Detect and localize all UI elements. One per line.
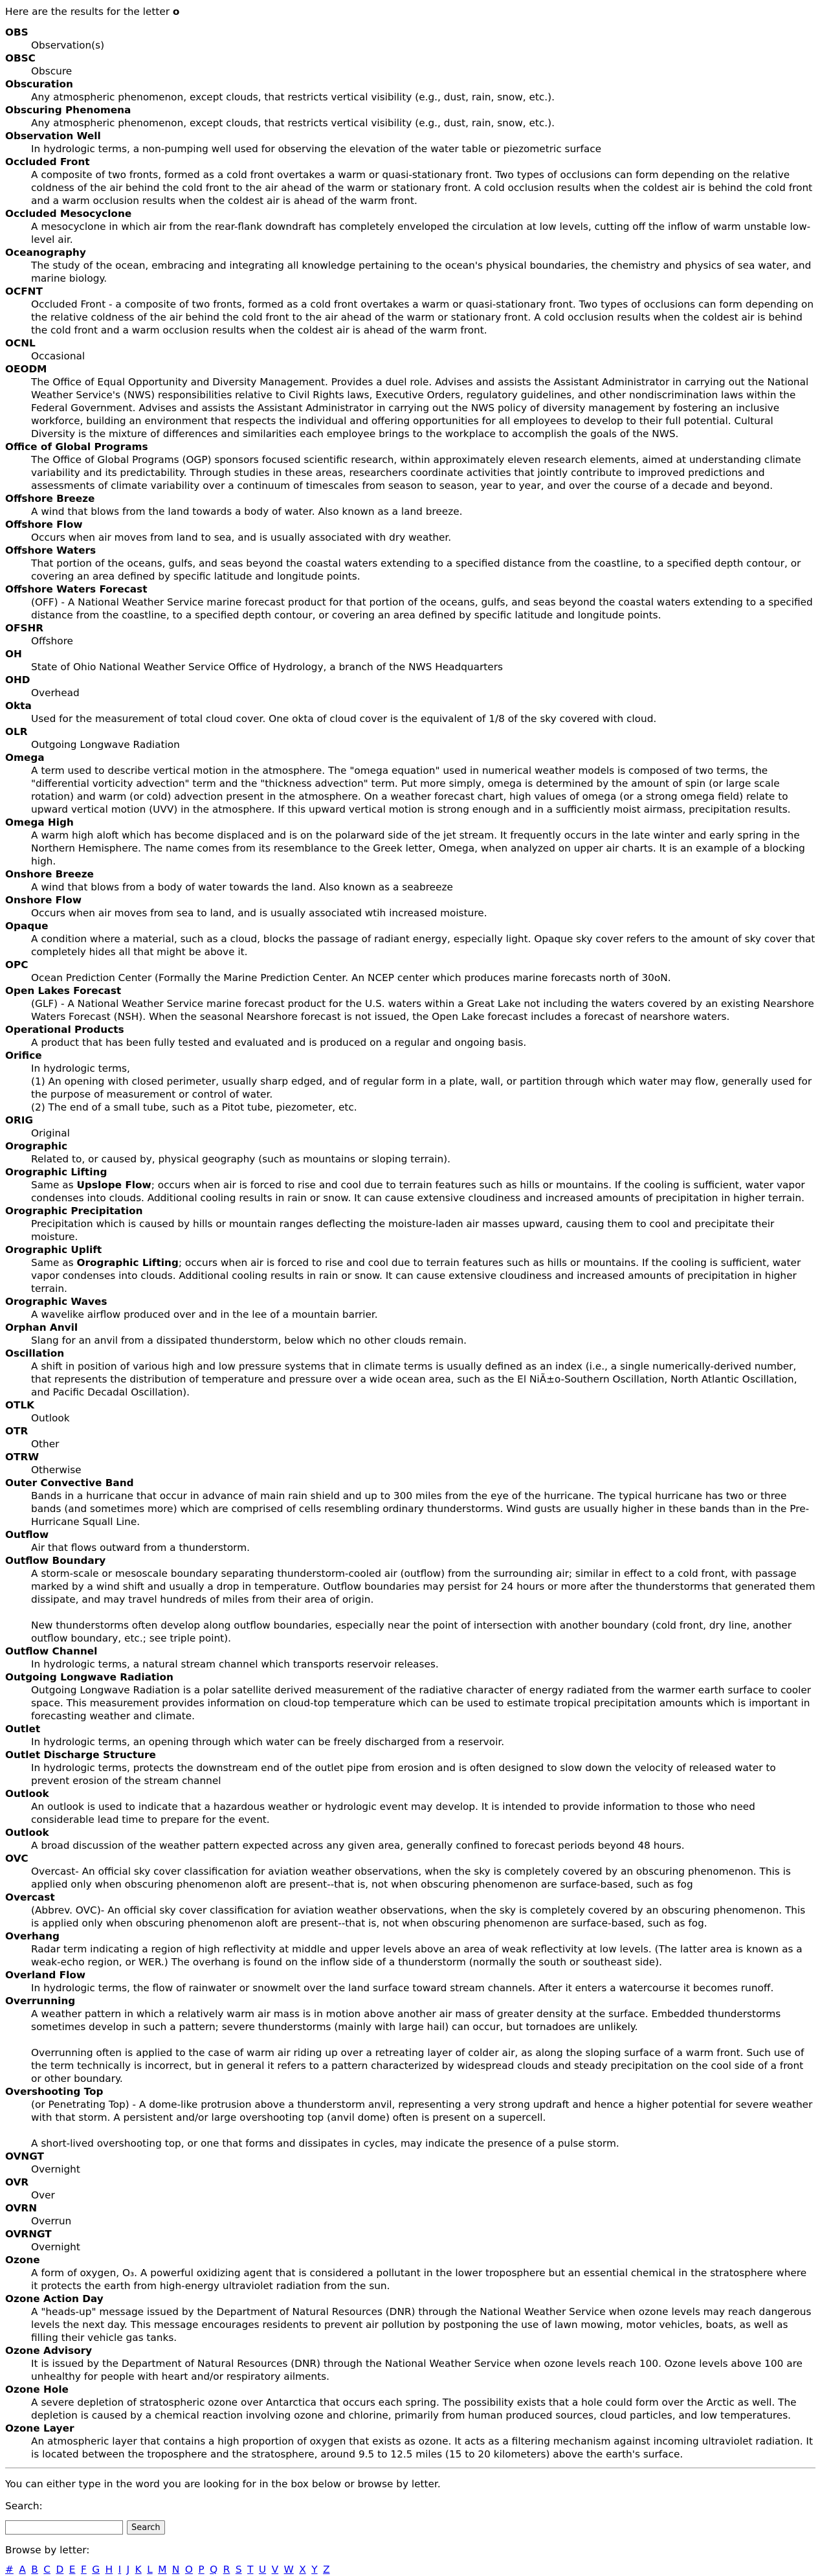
letter-link[interactable]: V bbox=[271, 2564, 279, 2575]
letter-link[interactable]: G bbox=[92, 2564, 100, 2575]
glossary-term: Orphan Anvil bbox=[5, 1322, 78, 1333]
glossary-definition bbox=[31, 298, 815, 337]
definition-paragraph: New thunderstorms often develop along outflow boundaries, especially near the point of intersection with another boundary (cold front, dry line, another outflow boundary, etc.; see triple point). bbox=[31, 1620, 792, 1644]
definition-paragraph: That portion of the oceans, gulfs, and seas beyond the coastal waters extending to a specified distance from the coastline, to a specified depth contour, or covering an area defined by specific latitude and longitude points. bbox=[31, 558, 801, 582]
glossary-definition bbox=[31, 1438, 815, 1451]
glossary-term: Occluded Mesocyclone bbox=[5, 208, 132, 220]
definition-paragraph: In hydrologic terms, (1) An opening with closed perimeter, usually sharp edged, and of regular form in a plate, wall, or partition through which water may flow, generally used for the purpose of measurement or control of water. (2) The end of a small tube, such as a Pitot tube, piezometer, etc. bbox=[31, 1063, 812, 1113]
glossary-term: Ozone bbox=[5, 2254, 40, 2266]
letter-link[interactable]: L bbox=[147, 2564, 153, 2575]
glossary-definition bbox=[31, 2098, 815, 2150]
definition-paragraph: A short-lived overshooting top, or one that forms and dissipates in cycles, may indicate the presence of a pulse storm. bbox=[31, 2138, 619, 2149]
glossary-definition bbox=[31, 376, 815, 440]
glossary-definition bbox=[31, 142, 815, 155]
letter-link[interactable]: P bbox=[198, 2564, 205, 2575]
glossary-term: Outflow Boundary bbox=[5, 1555, 106, 1566]
glossary-term: Omega bbox=[5, 752, 45, 763]
glossary-term: OCFNT bbox=[5, 286, 43, 297]
glossary-term: Outlook bbox=[5, 1827, 49, 1838]
glossary-definition bbox=[31, 65, 815, 78]
definition-paragraph: An atmospheric layer that contains a high proportion of oxygen that exists as ozone. It acts as a filtering mechanism against incoming ultraviolet radiation. It is located between the troposphere and the stratosphere, around 9.5 to 12.5 miles (15 to 20 kilometers) above the earth's surface. bbox=[31, 2435, 813, 2460]
glossary-definition bbox=[31, 2396, 815, 2422]
letter-link[interactable]: U bbox=[258, 2564, 267, 2575]
glossary-term: Overland Flow bbox=[5, 1969, 85, 1981]
definition-paragraph: Precipitation which is caused by hills or mountain ranges deflecting the moisture-laden air masses upward, causing them to cool and precipitate their moisture. bbox=[31, 1218, 775, 1243]
glossary-term: Outer Convective Band bbox=[5, 1477, 134, 1489]
glossary-term: Ozone Advisory bbox=[5, 2345, 93, 2356]
search-button[interactable]: Search bbox=[127, 2520, 165, 2535]
definition-paragraph: Outgoing Longwave Radiation is a polar satellite derived measurement of the radiative character of energy radiated from the warmer earth surface to cooler space. This measurement provides information on cloud-top temperature which can be used to estimate tropical precipitation amounts which is important in forecasting weather and climate. bbox=[31, 1684, 812, 1722]
glossary-definition bbox=[31, 1658, 815, 1671]
glossary-term: Ozone Action Day bbox=[5, 2293, 104, 2305]
letter-link[interactable]: W bbox=[283, 2564, 294, 2575]
glossary-definition bbox=[31, 117, 815, 130]
glossary-term: OEODM bbox=[5, 363, 47, 375]
glossary-definition bbox=[31, 1800, 815, 1826]
definition-paragraph: (GLF) - A National Weather Service marine forecast product for the U.S. waters within a Great Lake not including the waters covered by an existing Nearshore Waters Forecast (NSH). When the seasonal Nearshore forecast is not issued, the Open Lake forecast includes a forecast of nearshore waters. bbox=[31, 998, 814, 1022]
glossary-definition bbox=[31, 686, 815, 699]
glossary-term: Outlook bbox=[5, 1788, 49, 1800]
glossary-term: OCNL bbox=[5, 337, 36, 349]
letter-link[interactable]: F bbox=[80, 2564, 87, 2575]
definition-paragraph: In hydrologic terms, the flow of rainwater or snowmelt over the land surface toward stream channels. After it enters a watercourse it becomes runoff. bbox=[31, 1982, 774, 1994]
letter-link[interactable]: M bbox=[158, 2564, 167, 2575]
help-text: You can either type in the word you are looking for in the box below or browse by letter. bbox=[5, 2478, 441, 2490]
glossary-term: Offshore Waters Forecast bbox=[5, 583, 148, 595]
glossary-term: Orographic Precipitation bbox=[5, 1205, 143, 1217]
definition-paragraph: Bands in a hurricane that occur in advance of main rain shield and up to 300 miles from the eye of the hurricane. The typical hurricane has two or three bands (and sometimes more) which are comprised of cells resembling ordinary thunderstorms. Wind gusts are usually higher in these bands than in the Pre-Hurricane Squall Line. bbox=[31, 1490, 810, 1528]
glossary-term: Omega High bbox=[5, 817, 74, 828]
glossary-definition bbox=[31, 1982, 815, 1994]
glossary-term: OPC bbox=[5, 959, 28, 971]
definition-paragraph: The study of the ocean, embracing and integrating all knowledge pertaining to the ocean's physical boundaries, the chemistry and physics of sea water, and marine biology. bbox=[31, 260, 812, 284]
glossary-term: OTRW bbox=[5, 1451, 39, 1463]
glossary-definition bbox=[31, 1865, 815, 1891]
glossary-definition bbox=[31, 1567, 815, 1645]
glossary-definition bbox=[31, 2163, 815, 2176]
definition-paragraph: A broad discussion of the weather pattern expected across any given area, generally confined to forecast periods beyond 48 hours. bbox=[31, 1840, 685, 1851]
definition-paragraph: Slang for an anvil from a dissipated thunderstorm, below which no other clouds remain. bbox=[31, 1335, 467, 1346]
glossary-definition bbox=[31, 881, 815, 894]
definition-paragraph: Outlook bbox=[31, 1412, 70, 1424]
glossary-definition bbox=[31, 2189, 815, 2202]
letter-link[interactable]: Y bbox=[311, 2564, 318, 2575]
letter-link[interactable]: D bbox=[56, 2564, 64, 2575]
definition-paragraph: (or Penetrating Top) - A dome-like protrusion above a thunderstorm anvil, representing a very strong updraft and hence a higher potential for severe weather with that storm. A persistent and/or large overshooting top (anvil dome) often is present on a supercell. bbox=[31, 2099, 813, 2123]
glossary-term: OH bbox=[5, 648, 22, 660]
definition-paragraph: Observation(s) bbox=[31, 40, 105, 51]
glossary-definition bbox=[31, 1217, 815, 1243]
letter-link[interactable]: B bbox=[31, 2564, 38, 2575]
letter-link[interactable]: T bbox=[247, 2564, 254, 2575]
glossary-term: Outgoing Longwave Radiation bbox=[5, 1671, 173, 1683]
glossary-term: Ozone Hole bbox=[5, 2384, 69, 2395]
definition-paragraph: A shift in position of various high and low pressure systems that in climate terms is usually defined as an index (i.e., a single numerically-derived number, that represents the distribution of temperature and pressure over a wide ocean area, such as the El NiÃ±o-Southern Oscillation, North Atlantic Oscillation, and Pacific Decadal Oscillation). bbox=[31, 1361, 797, 1398]
glossary-term: Opaque bbox=[5, 920, 49, 932]
results-intro bbox=[5, 5, 815, 18]
glossary-term: Outlet Discharge Structure bbox=[5, 1749, 156, 1761]
glossary-definition bbox=[31, 1127, 815, 1140]
definition-paragraph: Overnight bbox=[31, 2241, 80, 2253]
glossary-definition bbox=[31, 932, 815, 958]
glossary-term: Orographic Lifting bbox=[5, 1166, 107, 1178]
glossary-term: Operational Products bbox=[5, 1024, 124, 1035]
glossary-term: Okta bbox=[5, 700, 32, 712]
definition-paragraph: Ocean Prediction Center (Formally the Marine Prediction Center. An NCEP center which produces marine forecasts north of 30oN. bbox=[31, 972, 671, 984]
glossary-definition bbox=[31, 1541, 815, 1554]
glossary-definition bbox=[31, 259, 815, 285]
definition-paragraph: Overcast- An official sky cover classification for aviation weather observations, when the sky is completely covered by an obscuring phenomenon. This is applied only when obscuring phenomenon aloft are present--that is, not when obscuring phenomenon are surface-based, such as fog bbox=[31, 1866, 791, 1890]
definition-paragraph: Outgoing Longwave Radiation bbox=[31, 739, 180, 751]
glossary-term: Overhang bbox=[5, 1930, 60, 1942]
definition-paragraph: A "heads-up" message issued by the Department of Natural Resources (DNR) through the National Weather Service when ozone levels may reach dangerous levels the next day. This message encourages residents to prevent air pollution by postponing the use of lawn mowing, motor vehicles, boats, as well as filling their vehicle gas tanks. bbox=[31, 2306, 812, 2344]
glossary-term: OVR bbox=[5, 2176, 29, 2188]
glossary-term: Orifice bbox=[5, 1050, 42, 1061]
glossary-definition bbox=[31, 1412, 815, 1425]
letter-link[interactable]: I bbox=[118, 2564, 122, 2575]
glossary-definition bbox=[31, 1036, 815, 1049]
letter-link[interactable]: A bbox=[19, 2564, 26, 2575]
browse-label: Browse by letter: bbox=[5, 2544, 90, 2556]
results-letter: o bbox=[172, 6, 180, 17]
glossary-definition bbox=[31, 531, 815, 544]
definition-paragraph: A form of oxygen, O₃. A powerful oxidizing agent that is considered a pollutant in the lower troposphere but an essential chemical in the stratosphere where it protects the earth from high-energy ultraviolet radiation from the sun. bbox=[31, 2267, 807, 2292]
glossary-definition bbox=[31, 2241, 815, 2254]
definition-paragraph: Occurs when air moves from sea to land, and is usually associated wtih increased moisture. bbox=[31, 907, 487, 919]
letter-link[interactable]: N bbox=[172, 2564, 180, 2575]
glossary-term: Offshore Flow bbox=[5, 519, 83, 530]
glossary-term: Obscuration bbox=[5, 78, 73, 90]
glossary-definition bbox=[31, 2305, 815, 2344]
glossary-term: OTR bbox=[5, 1425, 28, 1437]
definition-paragraph: Overhead bbox=[31, 687, 80, 699]
glossary-definition bbox=[31, 829, 815, 868]
glossary-term: OVRN bbox=[5, 2202, 38, 2214]
letter-link[interactable]: # bbox=[5, 2564, 14, 2575]
glossary-definition bbox=[31, 39, 815, 52]
search-input[interactable] bbox=[5, 2520, 123, 2535]
definition-paragraph: State of Ohio National Weather Service Office of Hydrology, a branch of the NWS Headquarters bbox=[31, 661, 503, 673]
glossary-definition bbox=[31, 91, 815, 104]
definition-paragraph: A weather pattern in which a relatively warm air mass is in motion above another air mass of greater density at the surface. Embedded thunderstorms sometimes develop in such a pattern; severe thunderstorms (mainly with large hail) can occur, but tornadoes are unlikely. bbox=[31, 2008, 781, 2033]
glossary-definition bbox=[31, 1153, 815, 1166]
glossary-definition bbox=[31, 764, 815, 816]
definition-paragraph: Obscure bbox=[31, 65, 72, 77]
definition-paragraph: Overrunning often is applied to the case of warm air riding up over a retreating layer of colder air, as along the sloping surface of a warm front. Such use of the term technically is incorrect, but in general it refers to a pattern characterized by widespread clouds and steady precipitation on the cool side of a front or other boundary. bbox=[31, 2047, 804, 2085]
glossary-term: Open Lakes Forecast bbox=[5, 985, 122, 997]
glossary-definition bbox=[31, 596, 815, 622]
definition-paragraph: Occluded Front - a composite of two fronts, formed as a cold front overtakes a warm or quasi-stationary front. Two types of occlusions can form depending on the relative coldness of the air behind the cold front to the air ahead of the warm or stationary front. A cold occlusion results when the coldest air is behind the cold front and a warm occlusion results when the coldest air is ahead of the warm front. bbox=[31, 299, 814, 336]
glossary-term: OHD bbox=[5, 674, 30, 686]
glossary-definition bbox=[31, 1308, 815, 1321]
glossary-definition bbox=[31, 635, 815, 648]
glossary-definition bbox=[31, 2266, 815, 2292]
glossary-definition bbox=[31, 1943, 815, 1969]
glossary-term: Outlet bbox=[5, 1723, 41, 1735]
definition-paragraph: Original bbox=[31, 1127, 70, 1139]
glossary-term: OVC bbox=[5, 1853, 28, 1864]
letter-link[interactable]: J bbox=[126, 2564, 130, 2575]
definition-paragraph: Otherwise bbox=[31, 1464, 82, 1476]
glossary-definition bbox=[31, 1761, 815, 1787]
definition-paragraph: In hydrologic terms, protects the downstream end of the outlet pipe from erosion and is often designed to slow down the velocity of released water to prevent erosion of the stream channel bbox=[31, 1762, 776, 1787]
glossary-definition bbox=[31, 1684, 815, 1723]
glossary-definition bbox=[31, 712, 815, 725]
glossary-definition bbox=[31, 220, 815, 246]
glossary-term: OFSHR bbox=[5, 622, 44, 634]
definition-paragraph: A storm-scale or mesoscale boundary separating thunderstorm-cooled air (outflow) from the surrounding air; similar in effect to a cold front, with passage marked by a wind shift and usually a drop in temperature. Outflow boundaries may persist for 24 hours or more after the thunderstorms that generated them dissipate, and may travel hundreds of miles from their area of origin. bbox=[31, 1568, 815, 1605]
glossary-term: OBSC bbox=[5, 52, 36, 64]
definition-paragraph: A composite of two fronts, formed as a cold front overtakes a warm or quasi-stationary front. Two types of occlusions can form depending on the relative coldness of the air behind the cold front to the air ahead of the warm or stationary front. A cold occlusion results when the coldest air is behind the cold front and a warm occlusion results when the coldest air is ahead of the warm front. bbox=[31, 169, 813, 207]
glossary-definition bbox=[31, 1735, 815, 1748]
definition-paragraph: An outlook is used to indicate that a hazardous weather or hydrologic event may develop. It is intended to provide information to those who need considerable lead time to prepare for the event. bbox=[31, 1801, 755, 1825]
definition-paragraph: A severe depletion of stratospheric ozone over Antarctica that occurs each spring. The possibility exists that a hole could form over the Arctic as well. The depletion is caused by a chemical reaction involving ozone and chlorine, primarily from human produced sources, cloud particles, and low temperatures. bbox=[31, 2397, 797, 2421]
letter-link[interactable]: H bbox=[105, 2564, 113, 2575]
definition-paragraph: A condition where a material, such as a cloud, blocks the passage of radiant energy, especially light. Opaque sky cover refers to the amount of sky cover that completely hides all that might be above it. bbox=[31, 933, 815, 958]
glossary-definition bbox=[31, 738, 815, 751]
glossary-term: Observation Well bbox=[5, 130, 101, 142]
letter-link[interactable]: O bbox=[184, 2564, 193, 2575]
glossary-definition bbox=[31, 1256, 815, 1295]
glossary-definition bbox=[31, 1463, 815, 1476]
glossary-term: OVNGT bbox=[5, 2151, 44, 2162]
definition-paragraph: A wavelike airflow produced over and in the lee of a mountain barrier. bbox=[31, 1309, 378, 1320]
glossary-definition bbox=[31, 1062, 815, 1114]
glossary-term: Onshore Breeze bbox=[5, 868, 94, 880]
definition-paragraph: A mesocyclone in which air from the rear-flank downdraft has completely enveloped the circulation at low levels, cutting off the inflow of warm unstable low-level air. bbox=[31, 221, 811, 245]
glossary-definition bbox=[31, 1334, 815, 1347]
definition-paragraph: Same as Upslope Flow; occurs when air is forced to rise and cool due to terrain features such as hills or mountains. If the cooling is sufficient, water vapor condenses into clouds. Additional cooling results in rain or snow. It can cause extensive cloudiness and increased amounts of precipitation in higher terrain. bbox=[31, 1179, 805, 1204]
glossary-definition bbox=[31, 1904, 815, 1930]
definition-paragraph: A warm high aloft which has become displaced and is on the polarward side of the jet stream. It frequently occurs in the late winter and early spring in the Northern Hemisphere. The name comes from its resemblance to the Greek letter, Omega, when analyzed on upper air charts. It is an example of a blocking high. bbox=[31, 830, 805, 867]
letter-link[interactable]: K bbox=[135, 2564, 142, 2575]
glossary-term: Orographic bbox=[5, 1140, 68, 1152]
glossary-term: Orographic Waves bbox=[5, 1296, 107, 1307]
definition-paragraph: A term used to describe vertical motion in the atmosphere. The "omega equation" used in numerical weather models is composed of two terms, the "differential vorticity advection" term and the "thickness advection" term. Put more simply, omega is determined by the amount of spin (or large scale rotation) and warm (or cold) advection present in the atmosphere. On a weather forecast chart, high values of omega (or a strong omega field) relate to upward vertical motion (UVV) in the atmosphere. If this upward vertical motion is strong enough and in a sufficiently moist airmass, precipitation results. bbox=[31, 765, 791, 815]
definition-paragraph: In hydrologic terms, a natural stream channel which transports reservoir releases. bbox=[31, 1658, 439, 1670]
definition-paragraph: Related to, or caused by, physical geography (such as mountains or sloping terrain). bbox=[31, 1153, 451, 1165]
definition-paragraph: Other bbox=[31, 1438, 60, 1450]
letter-link[interactable]: C bbox=[43, 2564, 50, 2575]
glossary-definition bbox=[31, 1179, 815, 1204]
letter-link[interactable]: S bbox=[235, 2564, 242, 2575]
definition-paragraph: The Office of Global Programs (OGP) sponsors focused scientific research, within approximately eleven research elements, aimed at understanding climate variability and its predictability. Through studies in these areas, researchers coordinate activities that jointly contribute to improved predictions and assessments of climate variability over a continuum of timescales from season to season, year to year, and over the course of a decade and beyond. bbox=[31, 454, 801, 491]
letter-link[interactable]: X bbox=[299, 2564, 306, 2575]
glossary-term: Orographic Uplift bbox=[5, 1244, 102, 1256]
letter-link[interactable]: Z bbox=[323, 2564, 330, 2575]
definition-paragraph: (Abbrev. OVC)- An official sky cover classification for aviation weather observations, when the sky is completely covered by an obscuring phenomenon. This is applied only when obscuring phenomenon aloft are present--that is, not when obscuring phenomenon are surface-based, such as fog. bbox=[31, 1904, 806, 1929]
glossary-definition bbox=[31, 557, 815, 583]
glossary-definition bbox=[31, 2357, 815, 2383]
results-intro-text: Here are the results for the letter bbox=[5, 6, 173, 17]
letter-nav bbox=[5, 2563, 815, 2576]
glossary-term: Onshore Flow bbox=[5, 894, 82, 906]
definition-paragraph: A wind that blows from a body of water towards the land. Also known as a seabreeze bbox=[31, 881, 453, 893]
search-form bbox=[5, 2520, 815, 2535]
glossary-term: Offshore Breeze bbox=[5, 493, 95, 504]
glossary-definition bbox=[31, 2007, 815, 2085]
glossary-term: Ozone Layer bbox=[5, 2423, 74, 2434]
glossary-definition bbox=[31, 1839, 815, 1852]
letter-link[interactable]: R bbox=[223, 2564, 230, 2575]
glossary-term: OBS bbox=[5, 27, 28, 38]
definition-paragraph: Air that flows outward from a thunderstorm. bbox=[31, 1542, 250, 1554]
definition-paragraph: The Office of Equal Opportunity and Diversity Management. Provides a duel role. Advises and assists the Assistant Administrator in carrying out the National Weather Service's (NWS) responsibilities relative to Civil Rights laws, Executive Orders, regulatory guidelines, and other nondiscrimination laws within the Federal Government. Advises and assists the Assistant Administrator in carrying out the NWS policy of diversity management by fostering an inclusive workforce, building an environment that respects the individual and offering opportunities for all employees to develop to their full potential. Cultural Diversity is the mixture of differences and similarities each employee brings to the workplace to accomplish the goals of the NWS. bbox=[31, 376, 809, 440]
glossary-term: ORIG bbox=[5, 1114, 34, 1126]
glossary-definition bbox=[31, 661, 815, 673]
glossary-term: Overrunning bbox=[5, 1995, 76, 2007]
glossary-definition bbox=[31, 997, 815, 1023]
definition-paragraph: Occurs when air moves from land to sea, and is usually associated with dry weather. bbox=[31, 532, 452, 543]
glossary-term: Oscillation bbox=[5, 1348, 65, 1359]
definition-paragraph: In hydrologic terms, a non-pumping well used for observing the elevation of the water table or piezometric surface bbox=[31, 143, 602, 155]
glossary-definition bbox=[31, 1360, 815, 1399]
glossary-definition bbox=[31, 505, 815, 518]
letter-link[interactable]: Q bbox=[210, 2564, 218, 2575]
glossary-term: OTLK bbox=[5, 1399, 35, 1411]
glossary-term: Offshore Waters bbox=[5, 545, 96, 556]
definition-paragraph: Offshore bbox=[31, 635, 73, 647]
separator bbox=[5, 2467, 815, 2469]
glossary-definition bbox=[31, 2215, 815, 2228]
definition-paragraph: (OFF) - A National Weather Service marine forecast product for that portion of the oceans, gulfs, and seas beyond the coastal waters extending to a specified distance from the coastline, to a specified depth contour, or covering an area defined by specific latitude and longitude points. bbox=[31, 596, 813, 621]
definition-paragraph: In hydrologic terms, an opening through which water can be freely discharged from a reservoir. bbox=[31, 1736, 505, 1748]
definition-paragraph: Occasional bbox=[31, 350, 85, 362]
glossary-term: Oceanography bbox=[5, 247, 86, 258]
glossary-term: Occluded Front bbox=[5, 156, 90, 168]
search-label: Search: bbox=[5, 2500, 43, 2512]
definition-paragraph: It is issued by the Department of Natural Resources (DNR) through the National Weather Service when ozone levels reach 100. Ozone levels above 100 are unhealthy for people with heart and/or respiratory ailments. bbox=[31, 2358, 803, 2382]
glossary-term: Obscuring Phenomena bbox=[5, 104, 131, 116]
glossary-term: OVRNGT bbox=[5, 2228, 52, 2240]
glossary-definition bbox=[31, 1489, 815, 1528]
definition-paragraph: Used for the measurement of total cloud cover. One okta of cloud cover is the equivalent of 1/8 of the sky covered with cloud. bbox=[31, 713, 657, 725]
definition-paragraph: Radar term indicating a region of high reflectivity at middle and upper levels above an area of weak reflectivity at low levels. (The latter area is known as a weak-echo region, or WER.) The overhang is found on the inflow side of a thunderstorm (normally the south or southeast side). bbox=[31, 1943, 803, 1968]
definition-paragraph: Any atmospheric phenomenon, except clouds, that restricts vertical visibility (e.g., dust, rain, snow, etc.). bbox=[31, 91, 555, 103]
glossary-term: Outflow Channel bbox=[5, 1645, 98, 1657]
glossary-term: Overshooting Top bbox=[5, 2086, 104, 2097]
glossary-list bbox=[5, 26, 815, 2461]
glossary-definition bbox=[31, 168, 815, 207]
glossary-definition bbox=[31, 907, 815, 920]
glossary-term: OLR bbox=[5, 726, 28, 738]
definition-paragraph: Over bbox=[31, 2189, 55, 2201]
glossary-definition bbox=[31, 453, 815, 492]
definition-paragraph: Same as Orographic Lifting; occurs when air is forced to rise and cool due to terrain features such as hills or mountains. If the cooling is sufficient, water vapor condenses into clouds. Additional cooling results in rain or snow. It can cause extensive cloudiness and increased amounts of precipitation in higher terrain. bbox=[31, 1257, 801, 1294]
definition-paragraph: A product that has been fully tested and evaluated and is produced on a regular and ongoing basis. bbox=[31, 1037, 527, 1048]
definition-paragraph: Overrun bbox=[31, 2215, 72, 2227]
glossary-term: Outflow bbox=[5, 1529, 49, 1541]
glossary-definition bbox=[31, 971, 815, 984]
letter-link[interactable]: E bbox=[69, 2564, 76, 2575]
definition-paragraph: A wind that blows from the land towards a body of water. Also known as a land breeze. bbox=[31, 506, 463, 517]
glossary-term: Overcast bbox=[5, 1892, 55, 1903]
glossary-definition bbox=[31, 350, 815, 363]
definition-paragraph: Any atmospheric phenomenon, except clouds, that restricts vertical visibility (e.g., dust, rain, snow, etc.). bbox=[31, 117, 555, 129]
glossary-definition bbox=[31, 2435, 815, 2461]
definition-paragraph: Overnight bbox=[31, 2164, 80, 2175]
glossary-term: Office of Global Programs bbox=[5, 441, 148, 453]
